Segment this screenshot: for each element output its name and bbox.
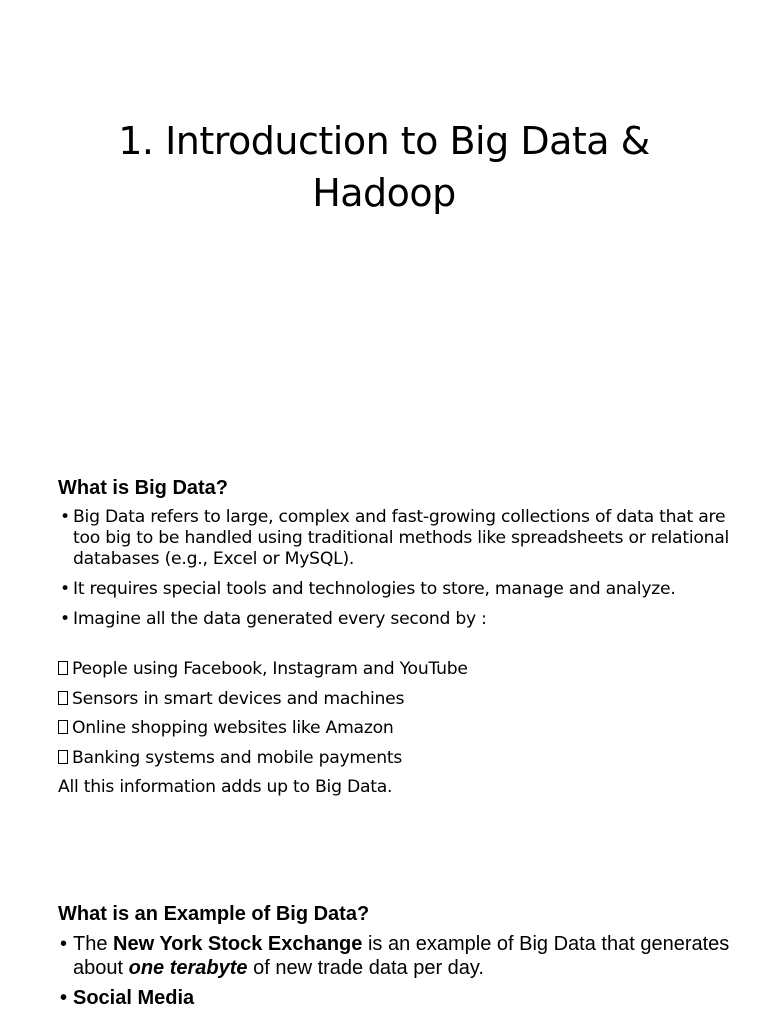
list-item: Online shopping websites like Amazon bbox=[58, 718, 748, 748]
section-heading-what-is-big-data: What is Big Data? bbox=[58, 477, 229, 499]
missing-glyph-icon bbox=[58, 691, 68, 705]
bullet-icon: • bbox=[60, 579, 70, 599]
list-item: Sensors in smart devices and machines bbox=[58, 689, 748, 719]
data-sources-list bbox=[58, 659, 748, 807]
missing-glyph-icon bbox=[58, 720, 68, 734]
list-item: • Big Data refers to large, complex and fast-growing collections of data that are too big to be handled using traditional methods like spreadsheets or relational databases (e.g., Excel or MySQL). bbox=[60, 507, 730, 569]
title-line-2: Hadoop bbox=[312, 171, 456, 215]
bullet-icon: • bbox=[60, 933, 68, 955]
list-item: • Imagine all the data generated every second by : bbox=[60, 609, 487, 629]
list-item: Banking systems and mobile payments bbox=[58, 748, 748, 778]
nyse-name: New York Stock Exchange bbox=[113, 933, 363, 955]
bullet-icon: • bbox=[60, 609, 70, 629]
data-volume: one terabyte bbox=[128, 957, 248, 979]
list-item: • Social Media bbox=[60, 987, 195, 1009]
title-line-1: 1. Introduction to Big Data & bbox=[118, 119, 650, 163]
missing-glyph-icon bbox=[58, 750, 68, 764]
section-heading-example: What is an Example of Big Data? bbox=[58, 903, 370, 925]
page-title bbox=[0, 115, 768, 219]
list-item: • The New York Stock Exchange is an example of Big Data that generates about one terabyte of new trade data per day. bbox=[60, 933, 730, 979]
list-item: People using Facebook, Instagram and YouTube bbox=[58, 659, 748, 689]
list-item: • It requires special tools and technologies to store, manage and analyze. bbox=[60, 579, 676, 599]
summary-text: All this information adds up to Big Data. bbox=[58, 777, 393, 797]
bullet-icon: • bbox=[60, 987, 68, 1009]
bullet-icon: • bbox=[60, 507, 70, 527]
big-data-definition-list bbox=[58, 507, 748, 639]
missing-glyph-icon bbox=[58, 661, 68, 675]
example-list bbox=[58, 932, 748, 1016]
